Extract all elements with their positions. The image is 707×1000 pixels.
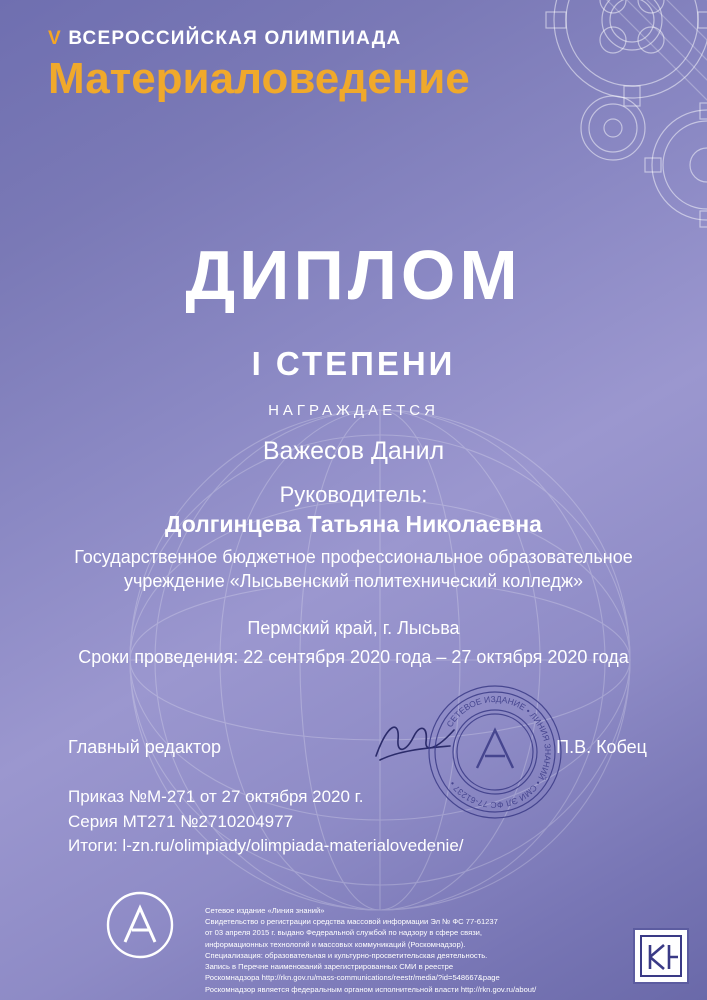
legal-line-7[interactable]: Роскомнадзора http://rkn.gov.ru/mass-communications/reestr/media/?id=548667&page [205, 973, 500, 983]
region-name: Пермский край, г. Лысьва [247, 618, 460, 638]
college-logo [633, 928, 689, 984]
organization-name: Государственное бюджетное профессиональное образовательное учреждение «Лысьвенский политехнический колледж» [74, 547, 633, 592]
order-series: Серия МТ271 №2710204977 [68, 811, 294, 831]
editor-name: П.В. Кобец [556, 737, 647, 757]
legal-line-1: Сетевое издание «Линия знаний» [205, 906, 325, 915]
legal-line-5: Специализация: образовательная и культурно-просветительская деятельность. [205, 950, 488, 960]
header [0, 28, 707, 102]
publisher-logo [105, 890, 175, 960]
legal-line-3: от 03 апреля 2015 г. выдано Федеральной службой по надзору в сфере связи, [205, 928, 483, 938]
legal-text [205, 905, 645, 995]
order-results-link[interactable]: Итоги: l-zn.ru/olimpiady/olimpiada-materialovedenie/ [68, 836, 464, 856]
legal-line-4: информационных технологий и массовых коммуникаций (Роскомнадзор). [205, 939, 466, 949]
supervisor-name: Долгинцева Татьяна Николаевна [165, 511, 542, 537]
signature-mark [370, 716, 460, 766]
editor-label: Главный редактор [68, 737, 222, 757]
olympiad-number: V [48, 28, 62, 49]
olympiad-title [48, 28, 707, 50]
diploma-heading: ДИПЛОМ [185, 236, 522, 314]
diploma-degree: I СТЕПЕНИ [251, 345, 456, 382]
event-dates: Сроки проведения: 22 сентября 2020 года – 27 октября 2020 года [78, 647, 629, 667]
supervisor-label: Руководитель: [279, 482, 428, 507]
legal-line-2: Свидетельство о регистрации средства массовой информации Эл № ФС 77-61237 [205, 917, 498, 927]
recipient-name: Важесов Данил [262, 437, 445, 465]
olympiad-title-text: ВСЕРОССИЙСКАЯ ОЛИМПИАДА [68, 28, 402, 49]
awarded-label: НАГРАЖДАЕТСЯ [268, 402, 439, 419]
order-number: Приказ №М-271 от 27 октября 2020 г. [68, 787, 364, 806]
svg-text:СЕТЕВОЕ ИЗДАНИЕ • ЛИНИЯ ЗНАНИЙ: СЕТЕВОЕ ИЗДАНИЕ • ЛИНИЯ ЗНАНИЙ • СМИ ЭЛ ФС 77-61237 • [444, 693, 554, 811]
legal-line-6: Запись в Перечне наименований зарегистрированных СМИ в реестре [205, 962, 454, 972]
order-details [68, 785, 464, 859]
subject-title: Материаловедение [48, 54, 470, 103]
legal-line-8[interactable]: Роскомнадзор является федеральным органом исполнительной власти http://rkn.gov.ru/about/ [205, 984, 537, 994]
